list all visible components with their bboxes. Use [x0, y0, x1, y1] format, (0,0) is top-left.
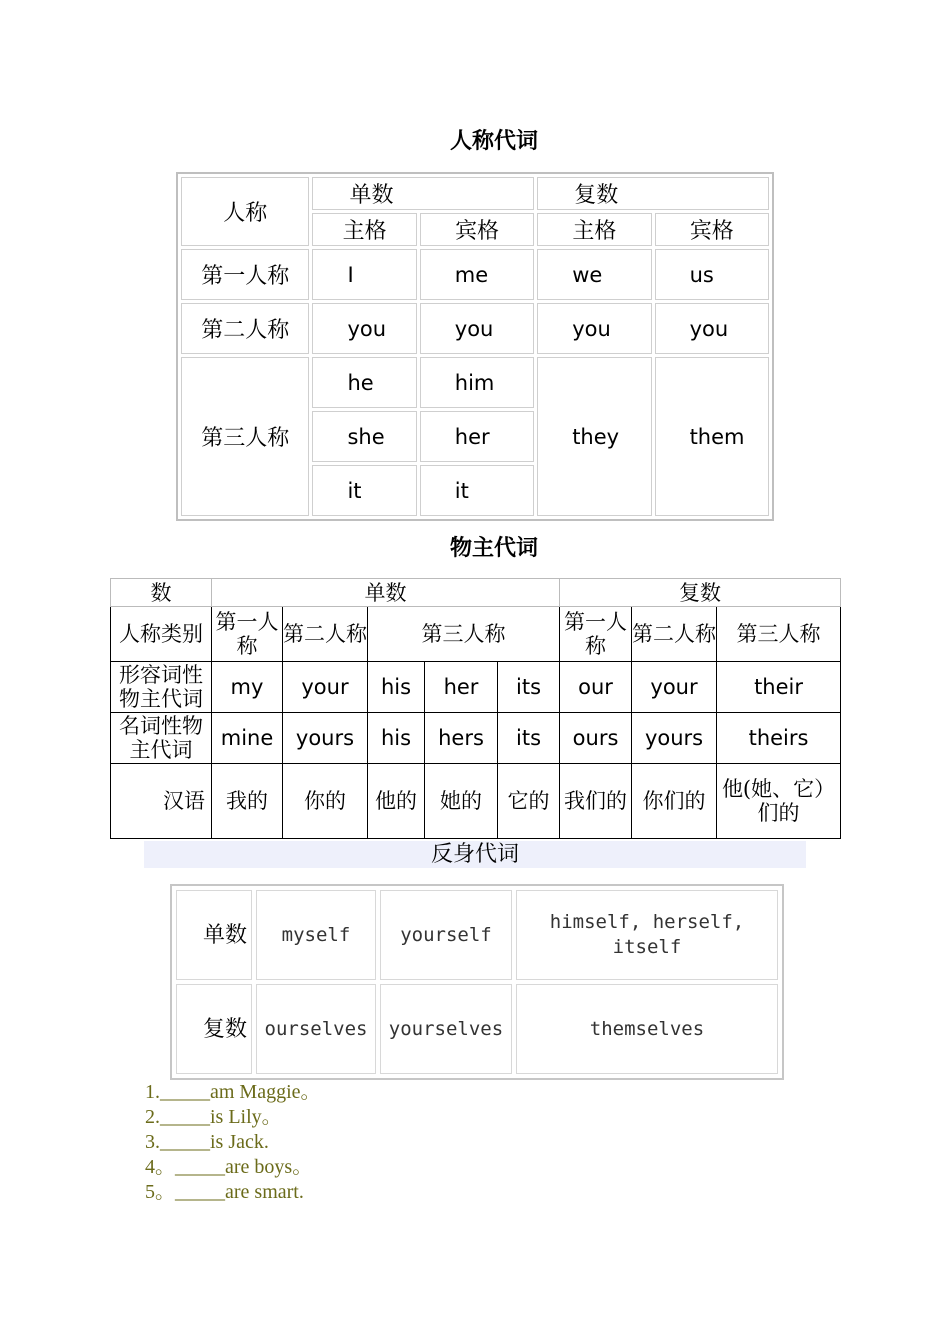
possessive-pronouns-title: 物主代词	[449, 536, 538, 561]
table-row	[181, 357, 769, 408]
cell: theirs	[717, 713, 841, 764]
cell: him	[420, 357, 534, 408]
exercise-item: 5。_____are smart.	[145, 1181, 304, 1203]
header-plural: 复数	[537, 177, 769, 210]
cell: yours	[283, 713, 368, 764]
table-row	[176, 890, 778, 980]
header-pl-subject: 主格	[537, 213, 651, 246]
cell: your	[283, 662, 368, 713]
cell: ourselves	[256, 984, 376, 1074]
category-third-pl: 第三人称	[717, 607, 841, 662]
cell: 你们的	[632, 764, 717, 839]
cell: you	[537, 303, 651, 354]
cell: his	[368, 662, 425, 713]
possessive-pronouns-table	[110, 578, 841, 839]
cell: she	[312, 411, 416, 462]
cell: he	[312, 357, 416, 408]
row-label: 汉语	[111, 764, 212, 839]
table-row	[181, 249, 769, 300]
cell: them	[655, 357, 769, 516]
category-first: 第一人称	[212, 607, 283, 662]
cell: they	[537, 357, 651, 516]
row-label: 形容词性物主代词	[111, 662, 212, 713]
exercise-item: 3._____is Jack.	[145, 1131, 269, 1153]
cell: 他的	[368, 764, 425, 839]
table-row	[181, 303, 769, 354]
header-sg-subject: 主格	[312, 213, 416, 246]
header-sg-object: 宾格	[420, 213, 534, 246]
table-row	[111, 764, 841, 839]
category-label: 人称类别	[111, 607, 212, 662]
row-label: 名词性物主代词	[111, 713, 212, 764]
cell: her	[425, 662, 498, 713]
cell: you	[312, 303, 416, 354]
cell: 我的	[212, 764, 283, 839]
header-singular: 单数	[212, 579, 560, 607]
cell: yourselves	[380, 984, 512, 1074]
cell: 你的	[283, 764, 368, 839]
cell: myself	[256, 890, 376, 980]
row-label: 单数	[176, 890, 252, 980]
cell: me	[420, 249, 534, 300]
header-person: 人称	[181, 177, 309, 246]
header-plural: 复数	[560, 579, 841, 607]
cell: ours	[560, 713, 632, 764]
header-pl-object: 宾格	[655, 213, 769, 246]
cell: her	[420, 411, 534, 462]
row-person: 第三人称	[181, 357, 309, 516]
exercise-item: 1._____am Maggie。	[145, 1081, 321, 1103]
cell: you	[655, 303, 769, 354]
personal-pronouns-table	[176, 172, 774, 521]
cell: 他(她、它）们的	[717, 764, 841, 839]
header-singular: 单数	[312, 177, 534, 210]
cell: hers	[425, 713, 498, 764]
cell: we	[537, 249, 651, 300]
cell: his	[368, 713, 425, 764]
cell: its	[498, 713, 560, 764]
table-row	[176, 984, 778, 1074]
cell: 它的	[498, 764, 560, 839]
cell: its	[498, 662, 560, 713]
header-number: 数	[111, 579, 212, 607]
cell: yours	[632, 713, 717, 764]
cell: I	[312, 249, 416, 300]
exercise-item: 2._____is Lily。	[145, 1106, 282, 1128]
cell: 她的	[425, 764, 498, 839]
cell: it	[312, 465, 416, 516]
cell: us	[655, 249, 769, 300]
row-person: 第二人称	[181, 303, 309, 354]
cell: our	[560, 662, 632, 713]
cell: himself, herself, itself	[516, 890, 778, 980]
category-second-pl: 第二人称	[632, 607, 717, 662]
row-person: 第一人称	[181, 249, 309, 300]
exercise-item: 4。_____are boys。	[145, 1156, 313, 1178]
table-row	[111, 713, 841, 764]
cell: themselves	[516, 984, 778, 1074]
table-row	[111, 662, 841, 713]
reflexive-pronouns-table	[170, 884, 784, 1080]
cell: mine	[212, 713, 283, 764]
cell: your	[632, 662, 717, 713]
category-first-pl: 第一人称	[560, 607, 632, 662]
cell: yourself	[380, 890, 512, 980]
personal-pronouns-title: 人称代词	[449, 129, 538, 154]
reflexive-pronouns-title: 反身代词	[430, 842, 519, 867]
row-label: 复数	[176, 984, 252, 1074]
cell: you	[420, 303, 534, 354]
cell: my	[212, 662, 283, 713]
exercise-list	[145, 1080, 321, 1205]
category-third: 第三人称	[368, 607, 560, 662]
cell: it	[420, 465, 534, 516]
cell: 我们的	[560, 764, 632, 839]
category-second: 第二人称	[283, 607, 368, 662]
cell: their	[717, 662, 841, 713]
